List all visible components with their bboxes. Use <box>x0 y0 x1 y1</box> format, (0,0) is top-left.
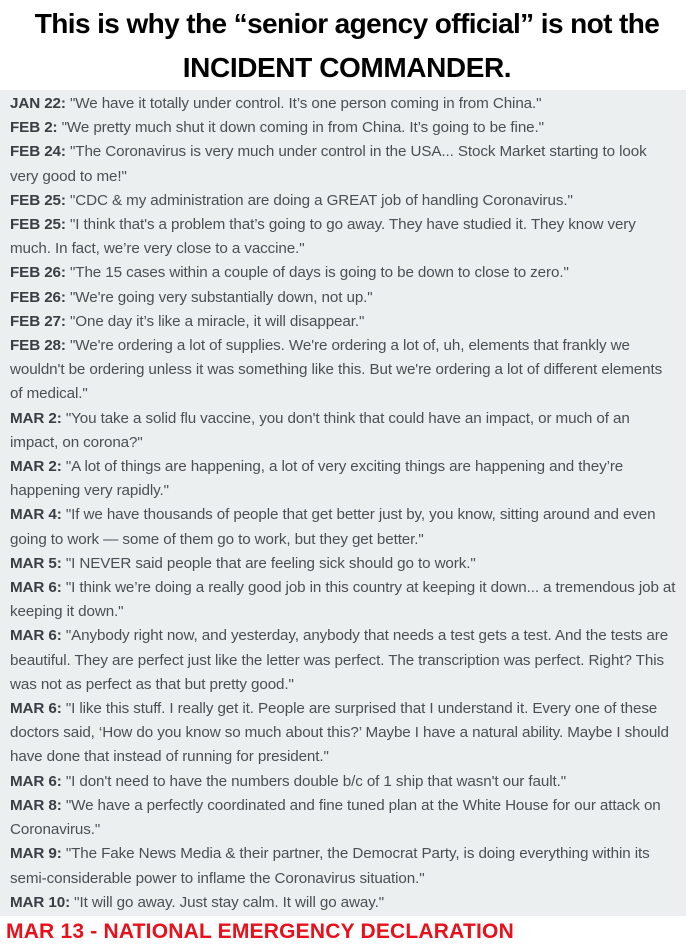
quote-text: "CDC & my administration are doing a GREAT job of handling Coronavirus." <box>65 191 573 209</box>
quote-date: MAR 2: <box>10 409 62 427</box>
quote-item <box>10 697 678 770</box>
quote-text: "We're ordering a lot of supplies. We're ordering a lot of, uh, elements that frankly we wouldn't be ordering unless it was something like this. But we're ordering a lot of different elements of medical." <box>10 337 663 403</box>
quote-item <box>10 552 678 576</box>
quote-item <box>10 576 678 624</box>
quote-text: "We pretty much shut it down coming in from China. It’s going to be fine." <box>57 119 544 137</box>
quote-date: FEB 26: <box>10 264 66 282</box>
headline-line-1: This is why the “senior agency official” is not the <box>34 8 660 39</box>
quote-text: "The 15 cases within a couple of days is going to be down to close to zero." <box>65 264 569 282</box>
quote-item <box>10 116 678 140</box>
quote-item <box>10 140 678 188</box>
quote-date: MAR 6: <box>10 627 62 645</box>
quote-date: FEB 26: <box>10 288 66 306</box>
quote-item <box>10 213 678 261</box>
quote-text: "I NEVER said people that are feeling sick should go to work." <box>61 554 476 572</box>
quote-text: "The Coronavirus is very much under control in the USA... Stock Market starting to look very good to me!" <box>10 143 647 185</box>
headline <box>0 0 694 90</box>
quote-text: "We have a perfectly coordinated and fine tuned plan at the White House for our attack on Coronavirus." <box>10 796 661 839</box>
quote-text: "The Fake News Media & their partner, the Democrat Party, is doing everything within its semi-considerable power to inflame the Coronavirus situation." <box>10 845 650 887</box>
quote-text: "I don't need to have the numbers double b/c of 1 ship that wasn't our fault." <box>61 772 567 790</box>
quote-text: "Anybody right now, and yesterday, anybody that needs a test gets a test. And the tests are beautiful. They are perfect just like the letter was perfect. The transcription was perfect. Right? This was not as perfect as that but pretty good." <box>10 627 669 693</box>
quote-date: MAR 2: <box>10 458 62 476</box>
quote-text: "A lot of things are happening, a lot of very exciting things are happening and they’re happening very rapidly." <box>10 458 624 500</box>
quote-text: "I think we’re doing a really good job in this country at keeping it down... a tremendous job at keeping it down." <box>10 579 676 621</box>
quote-date: MAR 6: <box>10 579 62 597</box>
quote-item <box>10 407 678 455</box>
quote-date: FEB 25: <box>10 216 66 234</box>
quote-item <box>10 334 678 407</box>
quote-date: MAR 9: <box>10 845 62 863</box>
quote-text: "We're going very substantially down, not up." <box>65 288 373 306</box>
quote-text: "If we have thousands of people that get better just by, you know, sitting around and even going to work — some of them go to work, but they get better." <box>10 506 656 548</box>
quote-text: "You take a solid flu vaccine, you don't think that could have an impact, or much of an impact, on corona?" <box>10 409 630 451</box>
quote-list <box>0 90 686 916</box>
quote-date: MAR 6: <box>10 700 62 718</box>
quote-item <box>10 842 678 890</box>
quote-date: MAR 6: <box>10 772 62 790</box>
quote-date: MAR 4: <box>10 506 62 524</box>
quote-date: MAR 10: <box>10 893 71 911</box>
quote-date: FEB 28: <box>10 337 66 355</box>
quote-text: "I think that's a problem that’s going to go away. They have studied it. They know very much. In fact, we’re very close to a vaccine." <box>10 216 636 258</box>
quote-date: FEB 25: <box>10 191 66 209</box>
quote-item <box>10 286 678 310</box>
emergency-declaration-banner: MAR 13 - NATIONAL EMERGENCY DECLARATION <box>0 916 694 948</box>
quote-item <box>10 624 678 697</box>
quote-text: "One day it’s like a miracle, it will disappear." <box>65 312 365 330</box>
quote-date: MAR 5: <box>10 554 62 572</box>
quote-item <box>10 794 678 842</box>
quote-date: MAR 8: <box>10 796 62 814</box>
quote-item <box>10 92 678 116</box>
quote-date: FEB 24: <box>10 143 66 161</box>
quote-item <box>10 503 678 551</box>
quote-item <box>10 189 678 213</box>
quote-item <box>10 455 678 503</box>
quote-text: "I like this stuff. I really get it. People are surprised that I understand it. Every one of these doctors said, ‘How do you know so much about this?’ Maybe I have a natural ability. Maybe I should have done that instead of running for president." <box>10 700 669 766</box>
quote-text: "It will go away. Just stay calm. It will go away." <box>70 893 384 911</box>
quote-date: FEB 2: <box>10 119 58 137</box>
quote-item <box>10 770 678 794</box>
quote-item <box>10 261 678 285</box>
quote-text: "We have it totally under control. It’s one person coming in from China." <box>65 95 542 112</box>
quote-item <box>10 891 678 915</box>
headline-line-2: INCIDENT COMMANDER. <box>182 52 512 83</box>
quote-date: JAN 22: <box>10 95 66 112</box>
quote-date: FEB 27: <box>10 312 66 330</box>
quote-item <box>10 310 678 334</box>
